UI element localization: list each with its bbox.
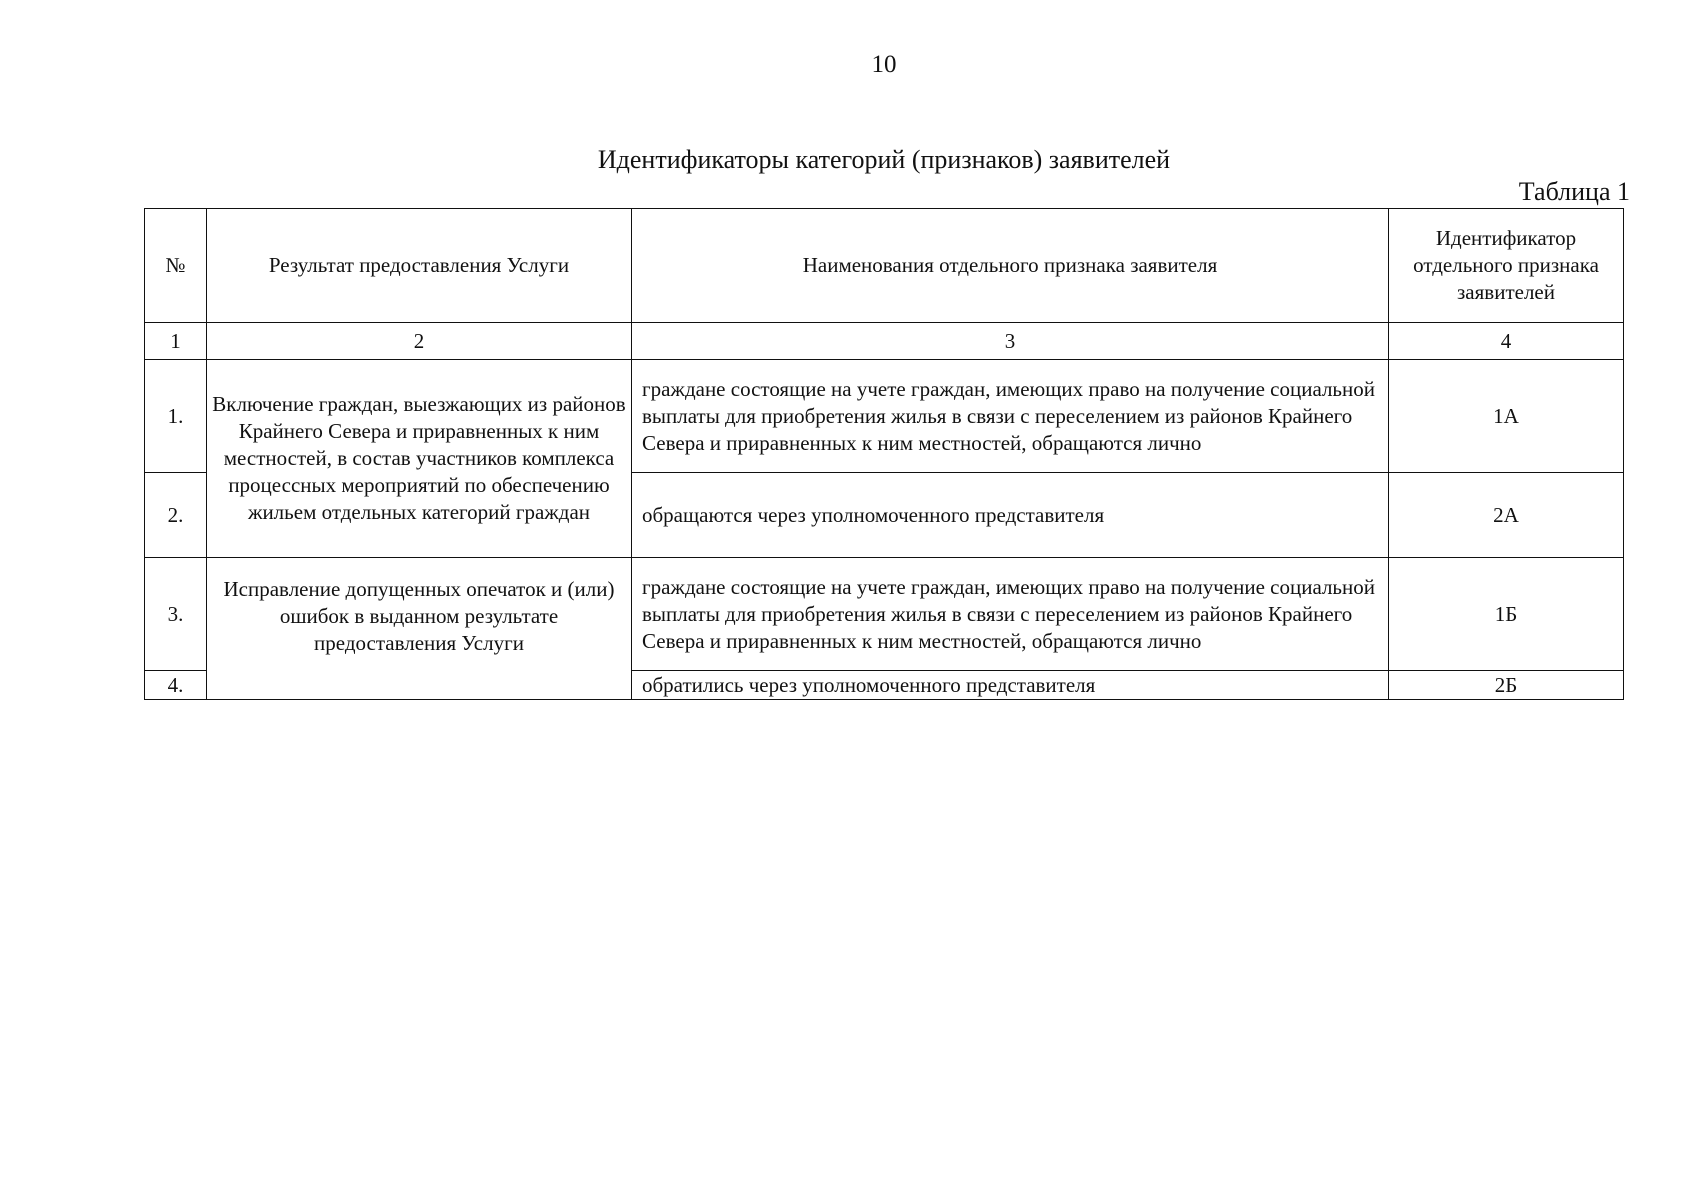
applicant-categories-table (144, 208, 1624, 700)
header-num: № (145, 209, 207, 323)
column-numbers-row (145, 323, 1624, 360)
header-identifier: Идентификатор отдельного признака заявителей (1389, 209, 1624, 323)
page-number: 10 (871, 51, 897, 78)
row-number: 4. (145, 671, 207, 700)
identifier-cell: 1А (1389, 360, 1624, 473)
result-cell: Исправление допущенных опечаток и (или) ошибок в выданном результате предоставления Услуги (207, 558, 632, 700)
column-number: 4 (1389, 323, 1624, 360)
identifier-cell: 2А (1389, 473, 1624, 558)
table-title: Идентификаторы категорий (признаков) заявителей (597, 145, 1171, 174)
attribute-name-cell: обращаются через уполномоченного представителя (632, 473, 1389, 558)
table-header-row (145, 209, 1624, 323)
column-number: 3 (632, 323, 1389, 360)
table-label: Таблица 1 (1518, 177, 1630, 206)
table-row (145, 558, 1624, 671)
attribute-name-cell: граждане состоящие на учете граждан, имеющих право на получение социальной выплаты для приобретения жилья в связи с переселением из районов Крайнего Севера и приравненных к ним местностей, обращаются лично (632, 558, 1389, 671)
header-result: Результат предоставления Услуги (207, 209, 632, 323)
attribute-name-cell: обратились через уполномоченного представителя (632, 671, 1389, 700)
attribute-name-cell: граждане состоящие на учете граждан, имеющих право на получение социальной выплаты для приобретения жилья в связи с переселением из районов Крайнего Севера и приравненных к ним местностей, обращаются лично (632, 360, 1389, 473)
column-number: 1 (145, 323, 207, 360)
table-row (145, 360, 1624, 473)
result-cell: Включение граждан, выезжающих из районов Крайнего Севера и приравненных к ним местностей, в состав участников комплекса процессных мероприятий по обеспечению жильем отдельных категорий граждан (207, 360, 632, 558)
header-name: Наименования отдельного признака заявителя (632, 209, 1389, 323)
column-number: 2 (207, 323, 632, 360)
row-number: 2. (145, 473, 207, 558)
identifier-cell: 2Б (1389, 671, 1624, 700)
row-number: 3. (145, 558, 207, 671)
identifier-cell: 1Б (1389, 558, 1624, 671)
row-number: 1. (145, 360, 207, 473)
